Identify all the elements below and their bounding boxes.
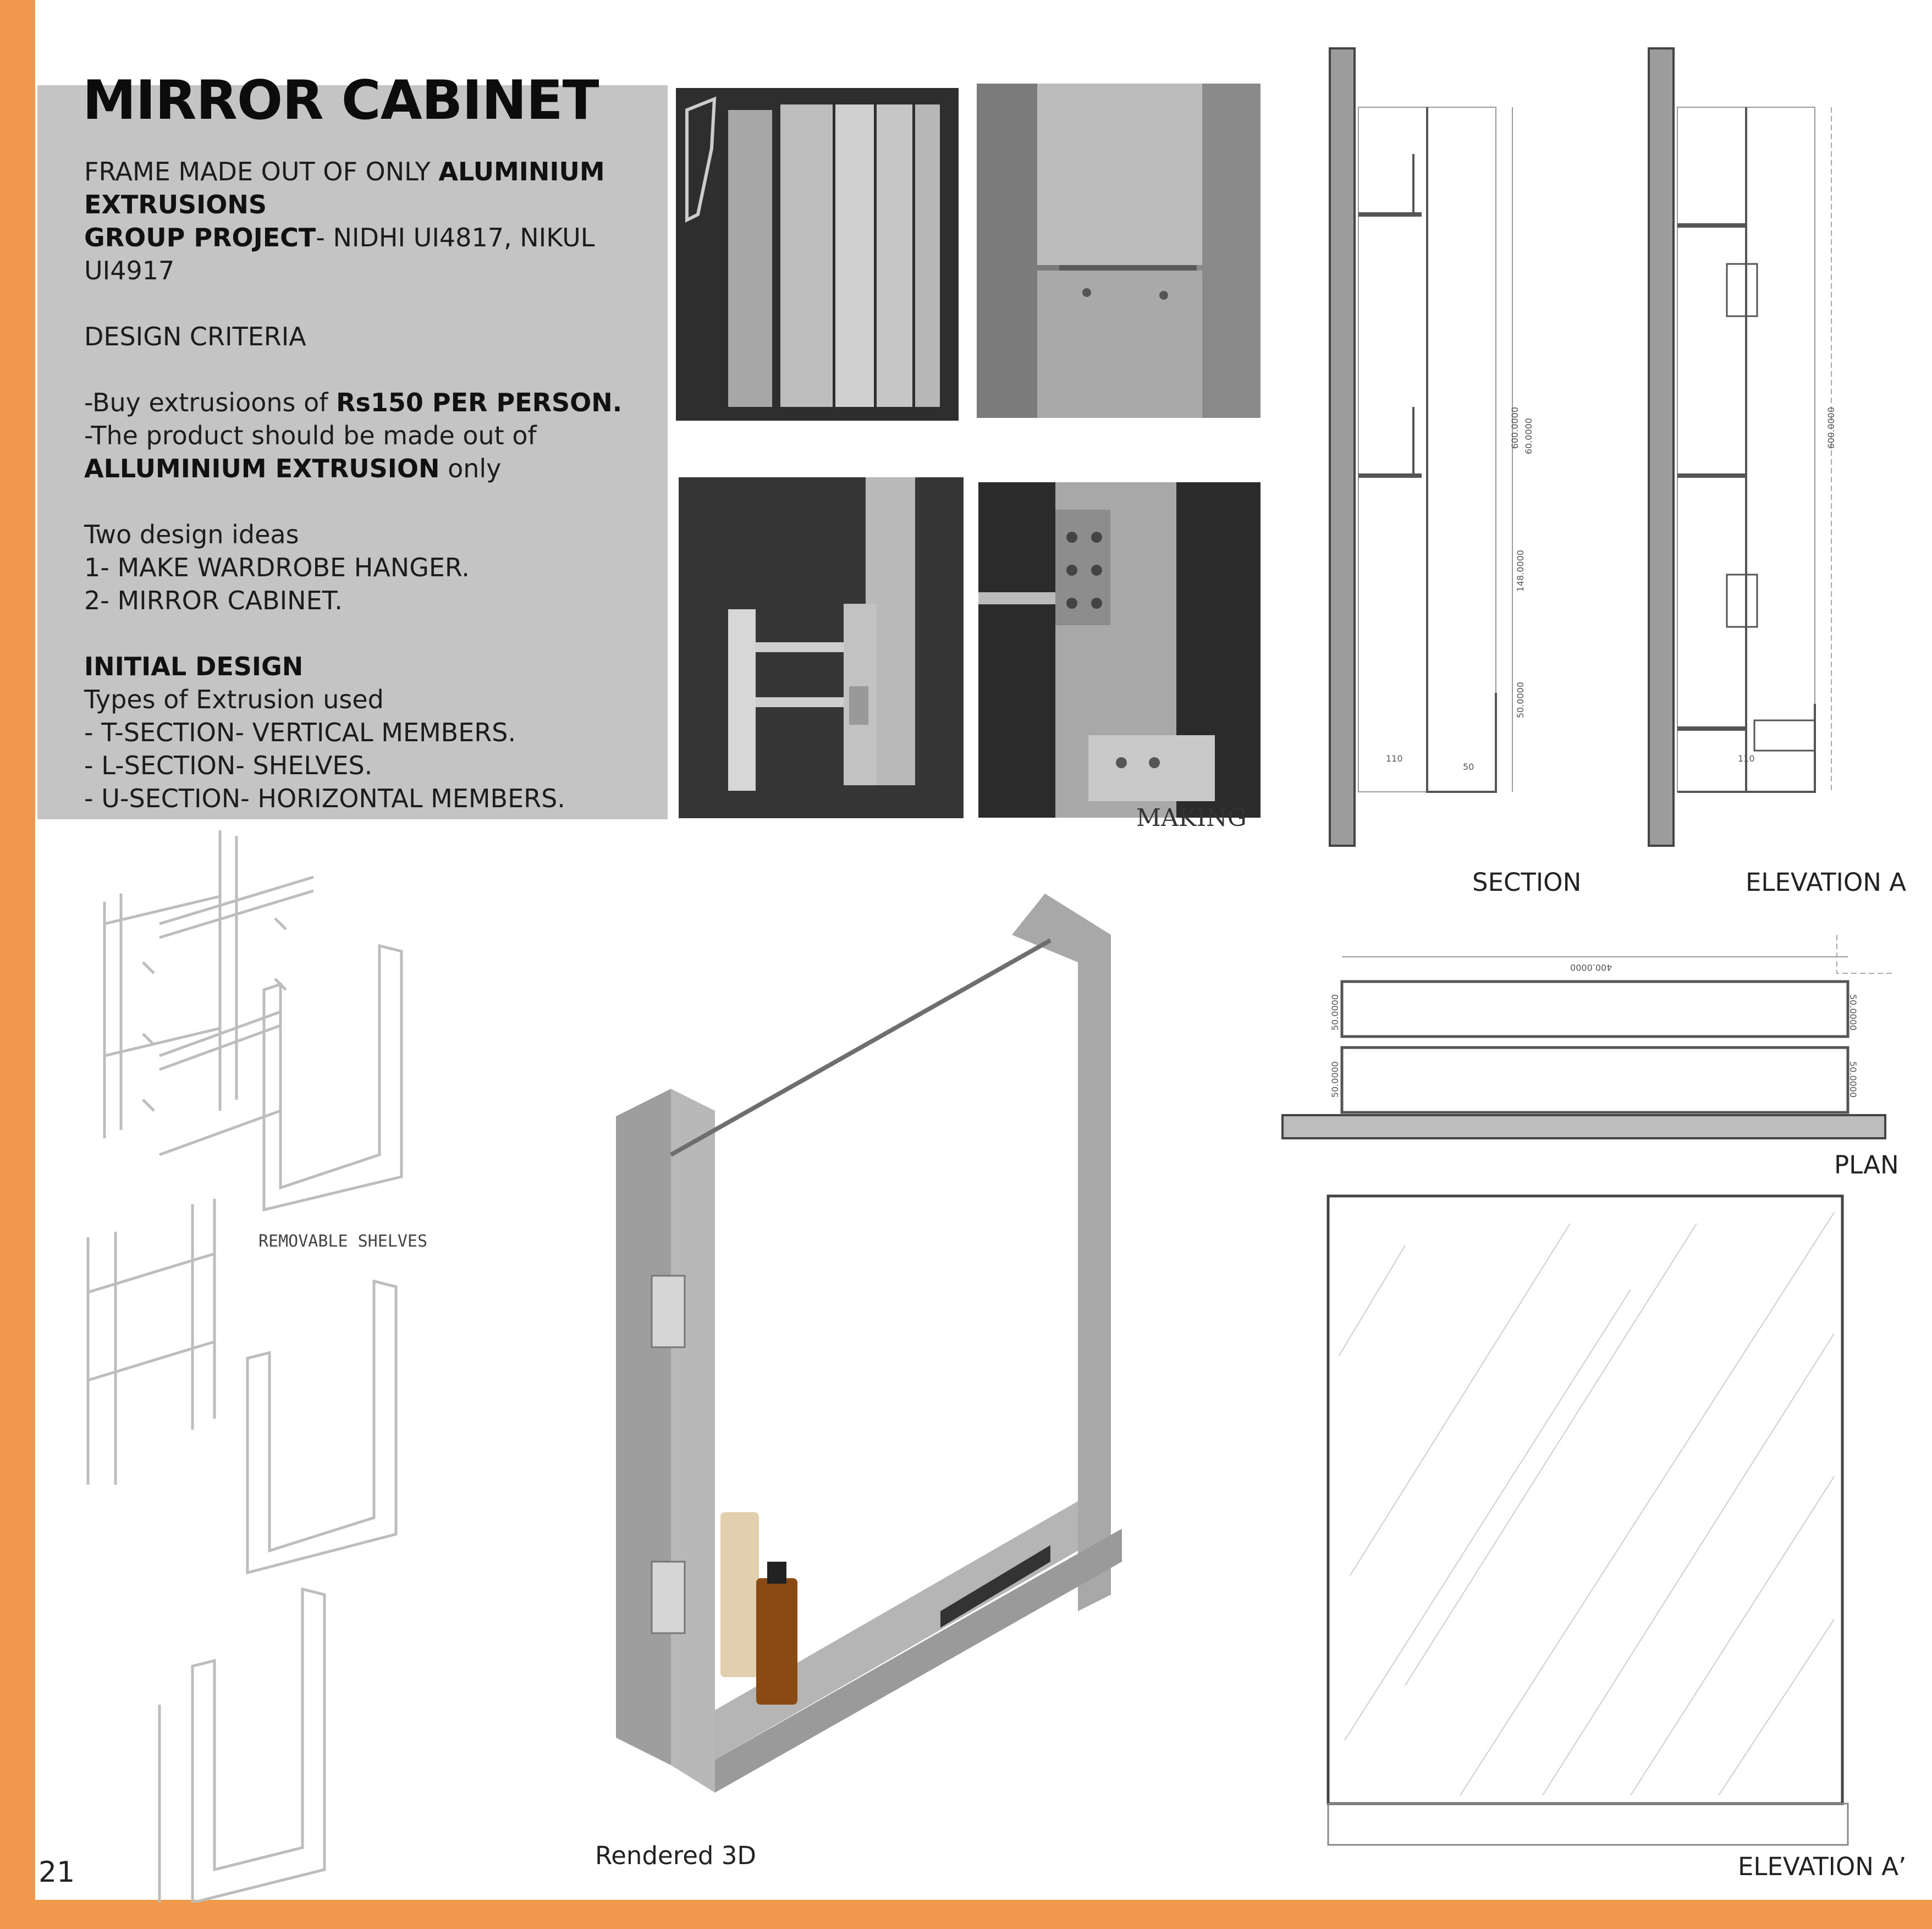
making-photo-3 bbox=[679, 477, 964, 818]
criteria-heading: DESIGN CRITERIA bbox=[84, 322, 306, 351]
idea-1: 1- MAKE WARDROBE HANGER. bbox=[84, 553, 470, 582]
elevation-a-prime-label: ELEVATION A’ bbox=[1738, 1852, 1907, 1881]
group-line: GROUP PROJECT- NIDHI UI4817, NIKUL UI4917 bbox=[84, 223, 595, 285]
plan-dim-width: 400.0000 bbox=[1570, 962, 1612, 973]
page-border-bottom bbox=[0, 1900, 1932, 1929]
making-photo-2 bbox=[977, 84, 1261, 418]
making-caption: MAKING bbox=[1136, 804, 1247, 832]
criteria-2: -The product should be made out of bbox=[84, 421, 537, 450]
plan-dim-right-bottom: 50.0000 bbox=[1848, 1061, 1858, 1098]
page-border-left bbox=[0, 0, 35, 1929]
render-caption: Rendered 3D bbox=[595, 1841, 757, 1870]
section-dim-bottom: 50.0000 bbox=[1515, 682, 1526, 719]
page-title: MIRROR CABINET bbox=[82, 69, 599, 132]
project-description bbox=[84, 155, 656, 815]
type-1: - T-SECTION- VERTICAL MEMBERS. bbox=[84, 718, 516, 747]
criteria-3: ALLUMINIUM EXTRUSION only bbox=[84, 454, 502, 483]
removable-shelves-label: REMOVABLE SHELVES bbox=[258, 1232, 428, 1251]
ideas-heading: Two design ideas bbox=[84, 520, 299, 549]
criteria-1: -Buy extrusioons of Rs150 PER PERSON. bbox=[84, 388, 623, 417]
section-dim-total: 600.0000 bbox=[1510, 407, 1520, 449]
section-dim-depth: 110 bbox=[1386, 753, 1403, 764]
section-dim-top: 60.0000 bbox=[1523, 418, 1534, 455]
section-dim-shelf: 148.0000 bbox=[1515, 550, 1526, 592]
plan-dim-left-bottom: 50.0000 bbox=[1330, 1061, 1340, 1098]
elevation-a-dim-total: 600.0000 bbox=[1826, 407, 1836, 449]
plan-dim-right-top: 50.0000 bbox=[1848, 994, 1858, 1031]
section-drawing bbox=[1325, 44, 1534, 852]
rendered-3d-cabinet bbox=[610, 891, 1138, 1793]
making-photo-4 bbox=[978, 482, 1261, 818]
initial-heading: INITIAL DESIGN bbox=[84, 652, 304, 681]
type-2: - L-SECTION- SHELVES. bbox=[84, 751, 373, 780]
idea-2: 2- MIRROR CABINET. bbox=[84, 586, 343, 615]
section-label: SECTION bbox=[1472, 868, 1582, 897]
type-3: - U-SECTION- HORIZONTAL MEMBERS. bbox=[84, 784, 565, 813]
elevation-a-dim-depth: 110 bbox=[1738, 753, 1755, 764]
page-number: 21 bbox=[38, 1856, 75, 1889]
plan-label: PLAN bbox=[1834, 1150, 1899, 1180]
making-photo-1 bbox=[676, 88, 959, 421]
elevation-a-drawing bbox=[1644, 44, 1842, 852]
section-dim-lip: 50 bbox=[1463, 762, 1474, 772]
frame-line: FRAME MADE OUT OF ONLY ALUMINIUM EXTRUSIONS bbox=[84, 157, 605, 219]
types-heading: Types of Extrusion used bbox=[84, 685, 384, 714]
elevation-a-prime-drawing bbox=[1323, 1191, 1851, 1850]
elevation-a-label: ELEVATION A bbox=[1746, 868, 1907, 897]
plan-dim-left-top: 50.0000 bbox=[1330, 994, 1340, 1031]
exploded-diagram bbox=[82, 825, 467, 1903]
